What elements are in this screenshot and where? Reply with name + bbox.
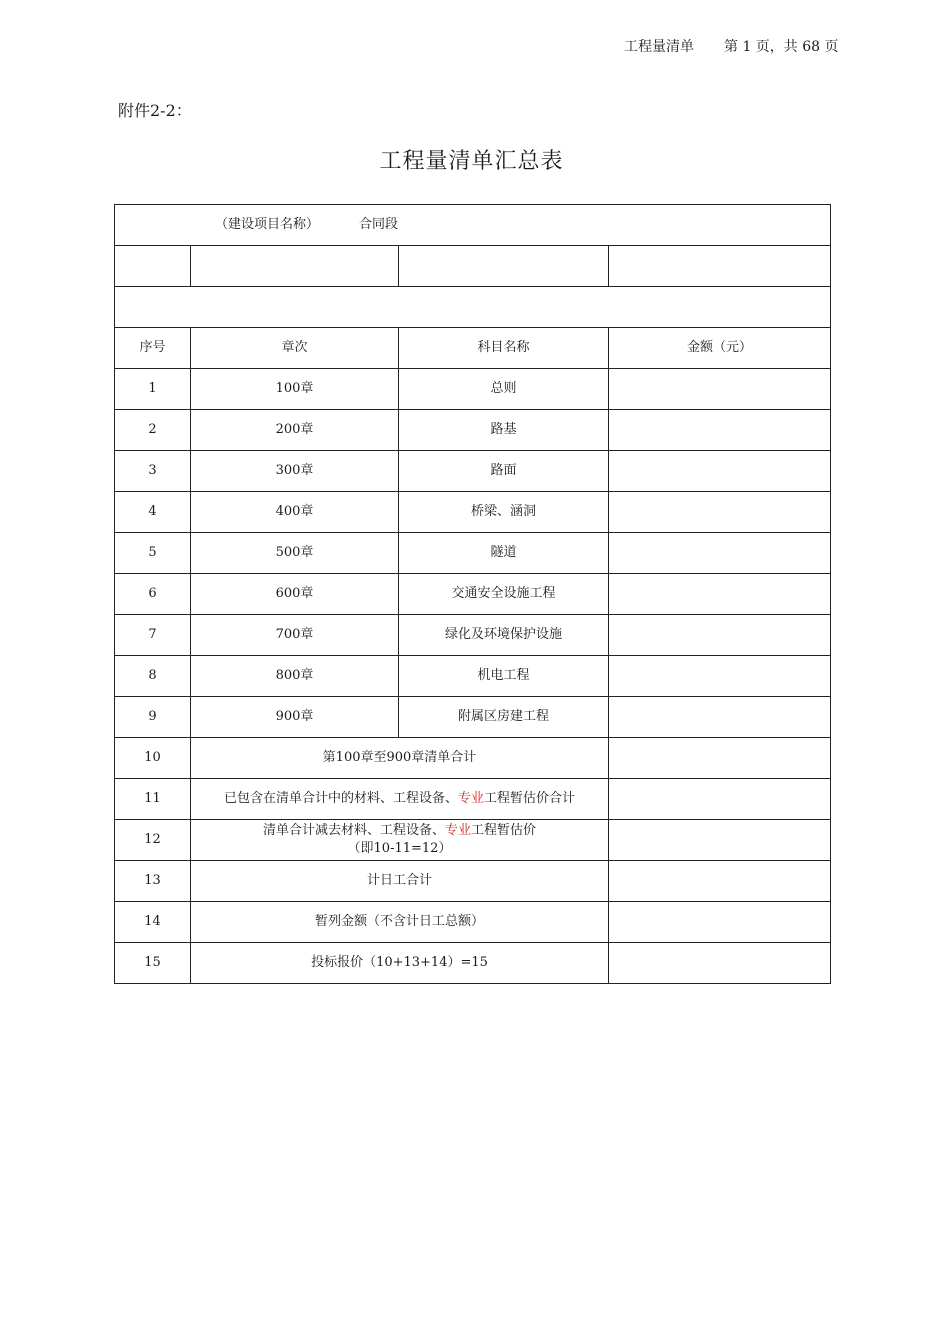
row-no: 13 <box>115 861 191 902</box>
row-no: 5 <box>115 533 191 574</box>
row-name: 隧道 <box>399 533 609 574</box>
row-no: 12 <box>115 820 191 861</box>
row-amount <box>609 369 831 410</box>
row-no: 14 <box>115 902 191 943</box>
summary-row-13 <box>115 861 831 902</box>
row-no: 1 <box>115 369 191 410</box>
summary-formula: （即10-11=12） <box>347 841 452 856</box>
row-name: 绿化及环境保护设施 <box>399 615 609 656</box>
row-no: 7 <box>115 615 191 656</box>
project-cell <box>115 205 831 246</box>
row-chapter: 300章 <box>191 451 399 492</box>
summary-label <box>191 820 609 861</box>
col-header-amount: 金额（元） <box>609 328 831 369</box>
row-amount <box>609 943 831 984</box>
row-amount <box>609 533 831 574</box>
summary-text-part: 已包含在清单合计中的材料、工程设备、 <box>223 791 458 806</box>
row-no: 4 <box>115 492 191 533</box>
table-row <box>115 656 831 697</box>
table-row <box>115 410 831 451</box>
row-name: 交通安全设施工程 <box>399 574 609 615</box>
table-row <box>115 533 831 574</box>
highlighted-text: 专业 <box>444 823 471 838</box>
page-title: 工程量清单汇总表 <box>379 149 564 174</box>
summary-label: 投标报价（10+13+14）=15 <box>191 943 609 984</box>
row-amount <box>609 615 831 656</box>
col-header-chapter: 章次 <box>191 328 399 369</box>
row-amount <box>609 820 831 861</box>
row-chapter: 800章 <box>191 656 399 697</box>
row-chapter: 600章 <box>191 574 399 615</box>
row-no: 2 <box>115 410 191 451</box>
summary-text-part: 工程暂估价合计 <box>484 791 576 806</box>
summary-row-14 <box>115 902 831 943</box>
summary-label: 第100章至900章清单合计 <box>191 738 609 779</box>
blank-merged-row <box>115 287 831 328</box>
blank-cell <box>115 246 191 287</box>
row-no: 11 <box>115 779 191 820</box>
row-amount <box>609 574 831 615</box>
row-no: 8 <box>115 656 191 697</box>
row-no: 15 <box>115 943 191 984</box>
table-row <box>115 697 831 738</box>
blank-cell <box>609 246 831 287</box>
row-chapter: 400章 <box>191 492 399 533</box>
table-row <box>115 369 831 410</box>
project-row <box>115 205 831 246</box>
row-name: 路基 <box>399 410 609 451</box>
row-amount <box>609 656 831 697</box>
row-name: 机电工程 <box>399 656 609 697</box>
summary-text-part: 工程暂估价 <box>471 823 537 838</box>
row-no: 10 <box>115 738 191 779</box>
row-amount <box>609 492 831 533</box>
row-amount <box>609 738 831 779</box>
row-chapter: 700章 <box>191 615 399 656</box>
row-name: 附属区房建工程 <box>399 697 609 738</box>
row-name: 路面 <box>399 451 609 492</box>
row-no: 6 <box>115 574 191 615</box>
row-chapter: 900章 <box>191 697 399 738</box>
table-row <box>115 451 831 492</box>
summary-row-10 <box>115 738 831 779</box>
header-page-info: 第 1 页，共 68 页 <box>724 39 839 55</box>
table-row <box>115 574 831 615</box>
col-header-no: 序号 <box>115 328 191 369</box>
blank-cell <box>191 246 399 287</box>
row-chapter: 200章 <box>191 410 399 451</box>
row-chapter: 500章 <box>191 533 399 574</box>
summary-table <box>114 204 831 984</box>
column-header-row <box>115 328 831 369</box>
row-amount <box>609 902 831 943</box>
table-row <box>115 615 831 656</box>
row-amount <box>609 451 831 492</box>
row-no: 3 <box>115 451 191 492</box>
highlighted-text: 专业 <box>457 791 484 806</box>
row-name: 总则 <box>399 369 609 410</box>
summary-label: 计日工合计 <box>191 861 609 902</box>
summary-label <box>191 779 609 820</box>
page-header <box>624 36 839 56</box>
blank-merged-cell <box>115 287 831 328</box>
table-row <box>115 492 831 533</box>
summary-row-12 <box>115 820 831 861</box>
header-doc-name: 工程量清单 <box>624 39 694 55</box>
row-amount <box>609 779 831 820</box>
blank-row <box>115 246 831 287</box>
row-no: 9 <box>115 697 191 738</box>
project-name: （建设项目名称） <box>215 217 320 232</box>
col-header-name: 科目名称 <box>399 328 609 369</box>
contract-section: 合同段 <box>359 217 399 232</box>
row-chapter: 100章 <box>191 369 399 410</box>
summary-label: 暂列金额（不含计日工总额） <box>191 902 609 943</box>
summary-row-15 <box>115 943 831 984</box>
summary-text-part: 清单合计减去材料、工程设备、 <box>262 823 445 838</box>
blank-cell <box>399 246 609 287</box>
attachment-label: 附件2-2： <box>118 101 192 120</box>
summary-row-11 <box>115 779 831 820</box>
row-amount <box>609 697 831 738</box>
row-name: 桥梁、涵洞 <box>399 492 609 533</box>
row-amount <box>609 410 831 451</box>
row-amount <box>609 861 831 902</box>
